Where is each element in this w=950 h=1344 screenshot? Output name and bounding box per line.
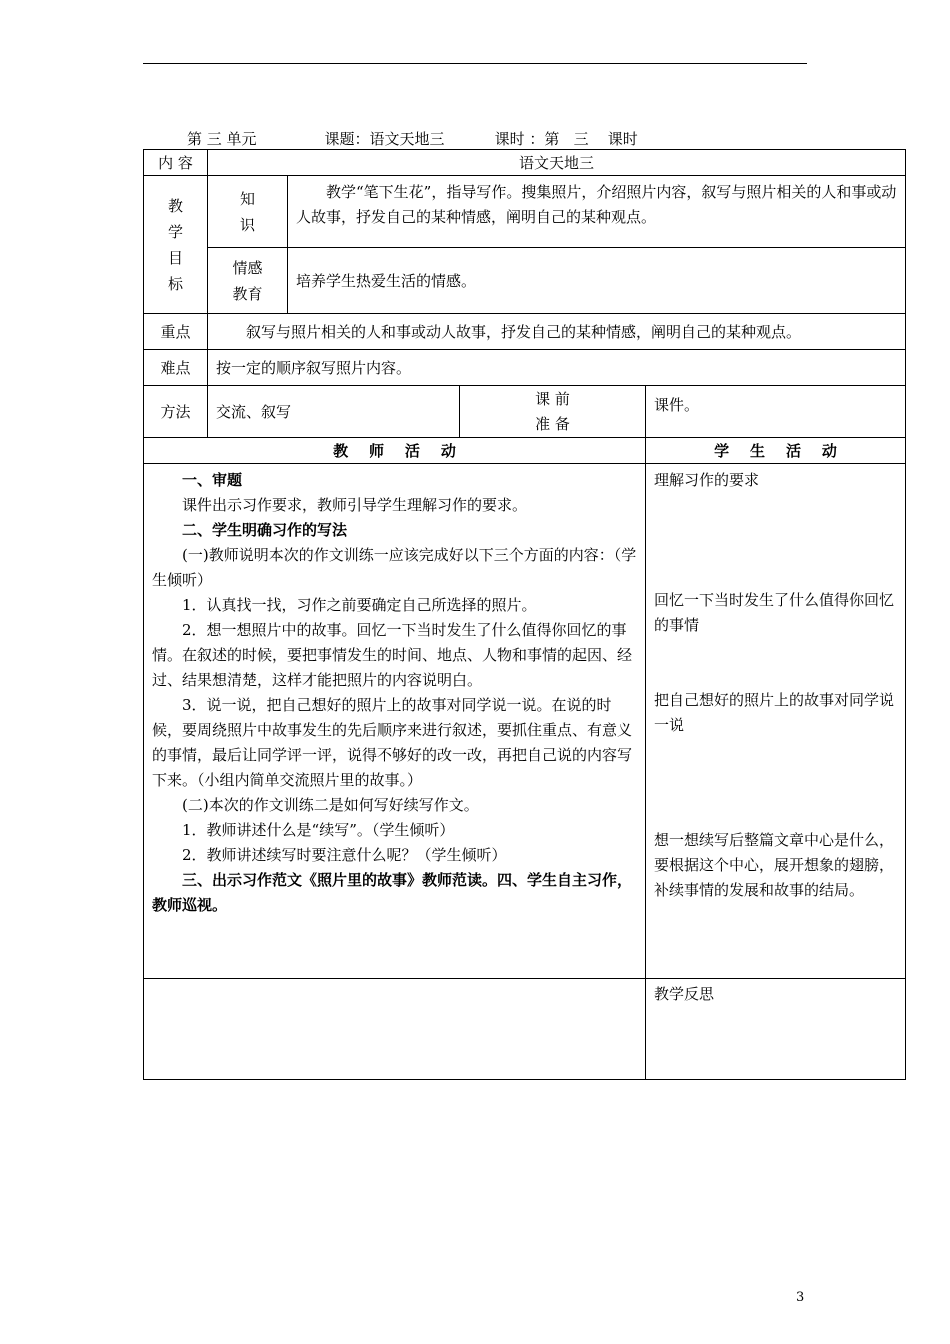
lesson-plan-table — [143, 149, 906, 1080]
prep-label: 课 前 准 备 — [460, 386, 646, 438]
content-value: 语文天地三 — [208, 150, 906, 176]
knowledge-row — [144, 176, 906, 248]
lesson-header — [187, 128, 638, 149]
period-label: 课时 ：第 三 课时 — [494, 130, 638, 148]
teacher-step: 2．想一想照片中的故事。回忆一下当时发生了什么值得你回忆的事情。在叙述的时候，要把事情发生的时间、地点、人物和事情的起因、经过、结果想清楚，这样才能把照片的内容说明白。 — [152, 621, 633, 689]
student-step: 想一想续写后整篇文章中心是什么，要根据这个中心，展开想象的翅膀，补续事情的发展和故事的结局。 — [654, 831, 895, 899]
teacher-step: 1．认真找一找，习作之前要确定自己所选择的照片。 — [182, 596, 537, 614]
content-label: 内 容 — [144, 150, 208, 176]
teacher-step: 1．教师讲述什么是“续写”。（学生倾听） — [182, 821, 455, 839]
difficulty-row — [144, 350, 906, 386]
teacher-activities — [144, 464, 646, 979]
student-step: 回忆一下当时发生了什么值得你回忆的事情 — [654, 591, 895, 634]
teacher-step: 一、审题 — [182, 471, 243, 489]
unit-label: 第 三 单元 — [187, 130, 257, 148]
activities-row — [144, 464, 906, 979]
teacher-step: 3．说一说，把自己想好的照片上的故事对同学说一说。在说的时候，要周绕照片中故事发生的先后顺序来进行叙述，要抓住重点、有意义的事情，最后让同学评一评，说得不够好的改一改，再把自己说的内容写下来。（小组内简单交流照片里的故事。） — [152, 696, 633, 789]
teacher-step: 三、出示习作范文《照片里的故事》教师范读。四、学生自主习作，教师巡视。 — [152, 871, 633, 914]
key-point-label: 重点 — [144, 314, 208, 350]
teacher-step: (二)本次的作文训练二是如何写好续写作文。 — [182, 796, 479, 814]
emotion-row — [144, 248, 906, 314]
method-label: 方法 — [144, 386, 208, 438]
topic-label: 课题：语文天地三 — [324, 130, 445, 148]
content-row — [144, 150, 906, 176]
teacher-step: 二、学生明确习作的写法 — [182, 521, 348, 539]
teacher-activities-heading: 教 师 活 动 — [144, 438, 646, 464]
emotion-label: 情感 教育 — [208, 248, 288, 314]
key-point-row — [144, 314, 906, 350]
prep-text: 课件。 — [646, 386, 906, 438]
student-activities-heading: 学 生 活 动 — [646, 438, 906, 464]
student-activities — [646, 464, 906, 979]
method-row — [144, 386, 906, 438]
activities-header-row — [144, 438, 906, 464]
key-point-text: 叙写与照片相关的人和事或动人故事，抒发自己的某种情感，阐明自己的某种观点。 — [208, 314, 906, 350]
teacher-step: (一)教师说明本次的作文训练一应该完成好以下三个方面的内容：（学生倾听） — [152, 546, 637, 589]
emotion-text: 培养学生热爱生活的情感。 — [288, 248, 906, 314]
student-step: 把自己想好的照片上的故事对同学说一说 — [654, 691, 895, 734]
reflection-label: 教学反思 — [646, 979, 906, 1080]
student-step: 理解习作的要求 — [654, 471, 760, 489]
difficulty-label: 难点 — [144, 350, 208, 386]
method-text: 交流、叙写 — [208, 386, 460, 438]
page-number: 3 — [796, 1290, 805, 1305]
difficulty-text: 按一定的顺序叙写照片内容。 — [208, 350, 906, 386]
knowledge-text: 教学“笔下生花”，指导写作。搜集照片，介绍照片内容，叙写与照片相关的人和事或动人故事，抒发自己的某种情感，阐明自己的某种观点。 — [288, 176, 906, 248]
reflection-row — [144, 979, 906, 1080]
teacher-step: 2．教师讲述续写时要注意什么呢？（学生倾听） — [182, 846, 507, 864]
knowledge-label: 知 识 — [208, 176, 288, 248]
objectives-label: 教 学 目 标 — [144, 176, 208, 314]
header-rule — [143, 63, 807, 64]
teacher-step: 课件出示习作要求，教师引导学生理解习作的要求。 — [182, 496, 528, 514]
reflection-blank — [144, 979, 646, 1080]
